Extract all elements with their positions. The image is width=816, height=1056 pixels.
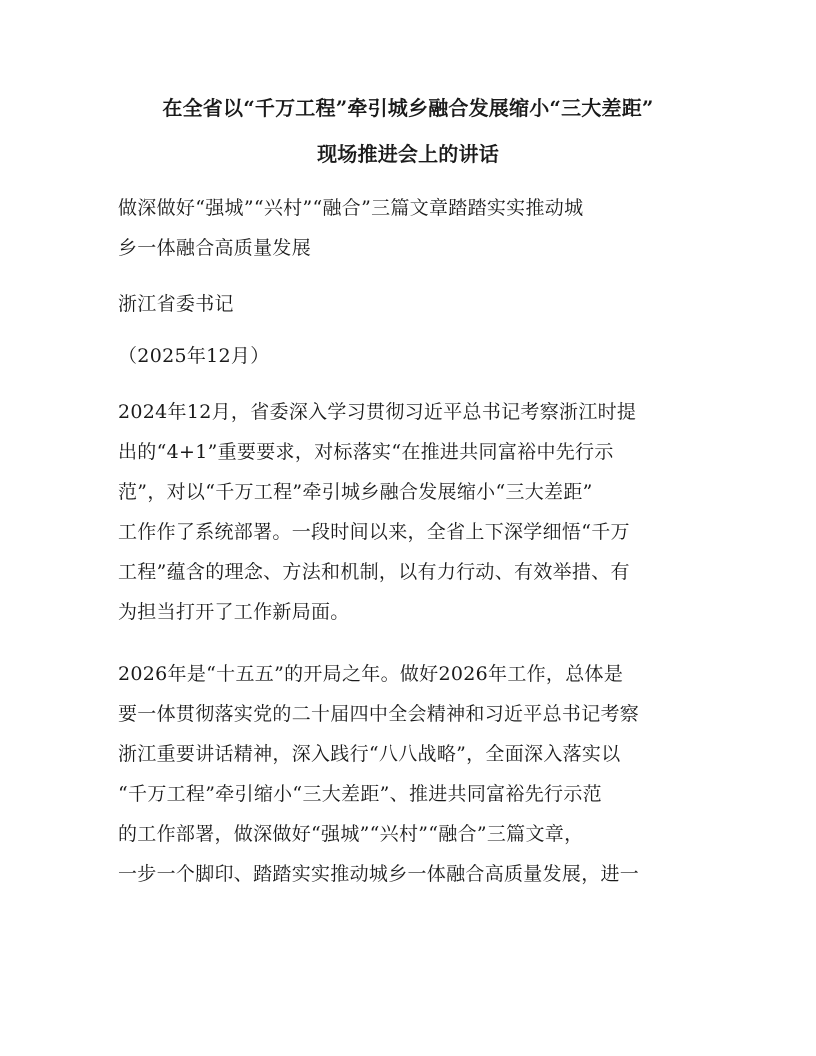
- author-line: 浙江省委书记: [118, 293, 234, 315]
- paragraph-1-line-5: 工程”蕴含的理念、方法和机制，以有力行动、有效举措、有: [118, 561, 630, 583]
- subtitle-line-1: 做深做好“强城”“兴村”“融合”三篇文章踏踏实实推动城: [118, 197, 584, 219]
- paragraph-2-line-3: 浙江重要讲话精神，深入践行“八八战略”，全面深入落实以: [118, 743, 621, 765]
- subtitle-line-2: 乡一体融合高质量发展: [118, 237, 312, 259]
- paragraph-1-line-3: 范”，对以“千万工程”牵引城乡融合发展缩小“三大差距”: [118, 481, 593, 503]
- paragraph-2-line-6: 一步一个脚印、踏踏实实推动城乡一体融合高质量发展，进一: [118, 863, 640, 885]
- paragraph-2-line-1: 2026年是“十五五”的开局之年。做好2026年工作，总体是: [118, 663, 624, 685]
- document-title-line-1: 在全省以“千万工程”牵引城乡融合发展缩小“三大差距”: [162, 96, 654, 120]
- paragraph-1-line-4: 工作作了系统部署。一段时间以来，全省上下深学细悟“千万: [118, 521, 630, 543]
- paragraph-1-line-6: 为担当打开了工作新局面。: [118, 601, 350, 623]
- paragraph-1-line-1: 2024年12月，省委深入学习贯彻习近平总书记考察浙江时提: [118, 401, 637, 423]
- date-line: （2025年12月）: [118, 345, 270, 367]
- document-title-line-2: 现场推进会上的讲话: [317, 142, 499, 166]
- paragraph-2-line-5: 的工作部署，做深做好“强城”“兴村”“融合”三篇文章，: [118, 823, 584, 845]
- paragraph-2-line-4: “千万工程”牵引缩小“三大差距”、推进共同富裕先行示范: [118, 783, 602, 805]
- paragraph-1-line-2: 出的“4+1”重要要求，对标落实“在推进共同富裕中先行示: [118, 441, 614, 463]
- paragraph-2-line-2: 要一体贯彻落实党的二十届四中全会精神和习近平总书记考察: [118, 703, 640, 725]
